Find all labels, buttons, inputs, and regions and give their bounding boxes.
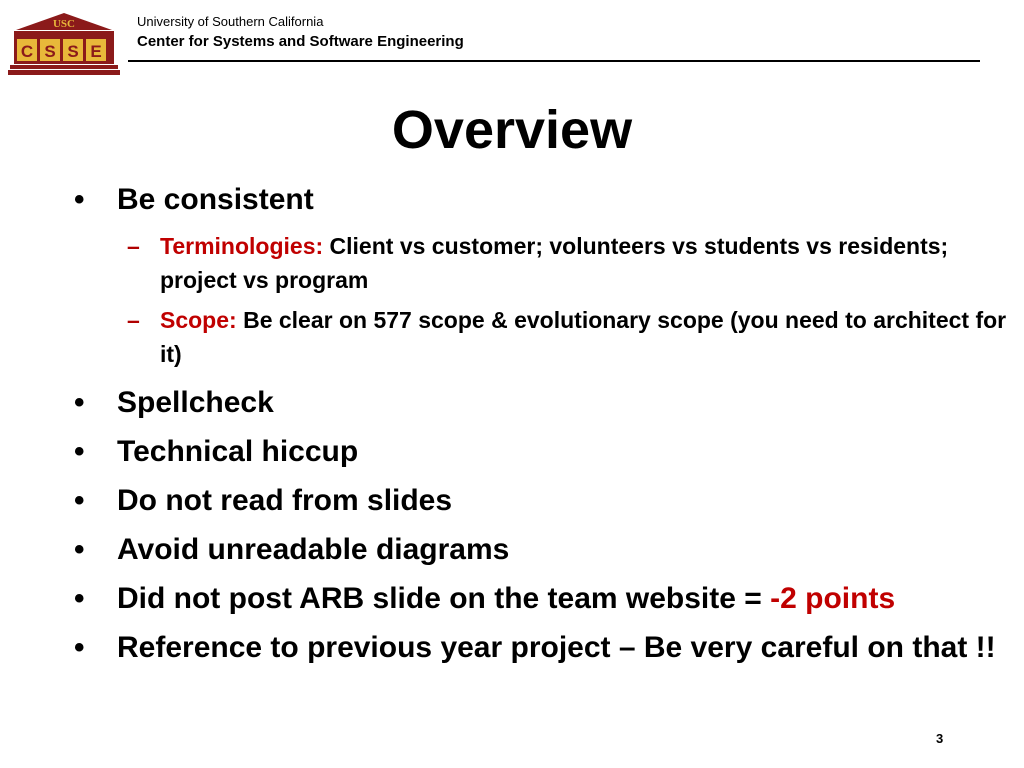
- terminologies-text: Client vs customer; volunteers vs students vs residents; project vs program: [160, 233, 949, 293]
- logo-letter-s2: S: [67, 42, 79, 61]
- csse-logo: [8, 10, 120, 76]
- logo-letter-s1: S: [44, 42, 56, 61]
- bullet-avoid-diagrams: [74, 530, 1009, 570]
- university-name: University of Southern California: [137, 14, 324, 29]
- penalty-text: -2 points: [770, 582, 896, 615]
- bullet-marker: •: [74, 484, 85, 517]
- bullet-text: Avoid unreadable diagrams: [117, 533, 510, 566]
- page-number: 3: [936, 731, 944, 746]
- bullet-text: Do not read from slides: [117, 484, 453, 517]
- bullet-arb-slide: [74, 579, 1009, 619]
- bullet-be-consistent: [74, 180, 1009, 220]
- sub-bullet-marker: –: [127, 233, 140, 259]
- header-divider: [128, 60, 980, 62]
- slide-title: Overview: [391, 100, 633, 160]
- sub-bullet-marker: –: [127, 307, 140, 333]
- scope-label: Scope:: [160, 307, 237, 333]
- bullet-technical-hiccup: [74, 432, 1009, 472]
- bullet-text: Did not post ARB slide on the team website =: [117, 582, 771, 615]
- bullet-do-not-read: [74, 481, 1009, 521]
- bullet-marker: •: [74, 435, 85, 468]
- center-name: Center for Systems and Software Engineering: [137, 33, 464, 50]
- bullet-marker: •: [74, 582, 85, 615]
- slide-content: [74, 180, 1009, 677]
- bullet-text: Reference to previous year project – Be very careful on that !!: [117, 631, 996, 664]
- bullet-text: Be consistent: [117, 183, 314, 216]
- bullet-marker: •: [74, 631, 85, 664]
- bullet-text: Technical hiccup: [117, 435, 359, 468]
- scope-text: Be clear on 577 scope & evolutionary scope (you need to architect for it): [160, 307, 1007, 367]
- bullet-text: Spellcheck: [117, 386, 274, 419]
- bullet-marker: •: [74, 533, 85, 566]
- logo-usc-text: USC: [52, 18, 76, 30]
- sub-bullet-scope: [117, 303, 1009, 371]
- bullet-marker: •: [74, 183, 85, 216]
- terminologies-label: Terminologies:: [160, 233, 324, 259]
- bullet-reference: [74, 628, 1009, 668]
- logo-letter-e: E: [90, 42, 102, 61]
- bullet-spellcheck: [74, 383, 1009, 423]
- sub-bullet-terminologies: [117, 229, 1009, 297]
- logo-letter-c: C: [20, 42, 34, 61]
- bullet-marker: •: [74, 386, 85, 419]
